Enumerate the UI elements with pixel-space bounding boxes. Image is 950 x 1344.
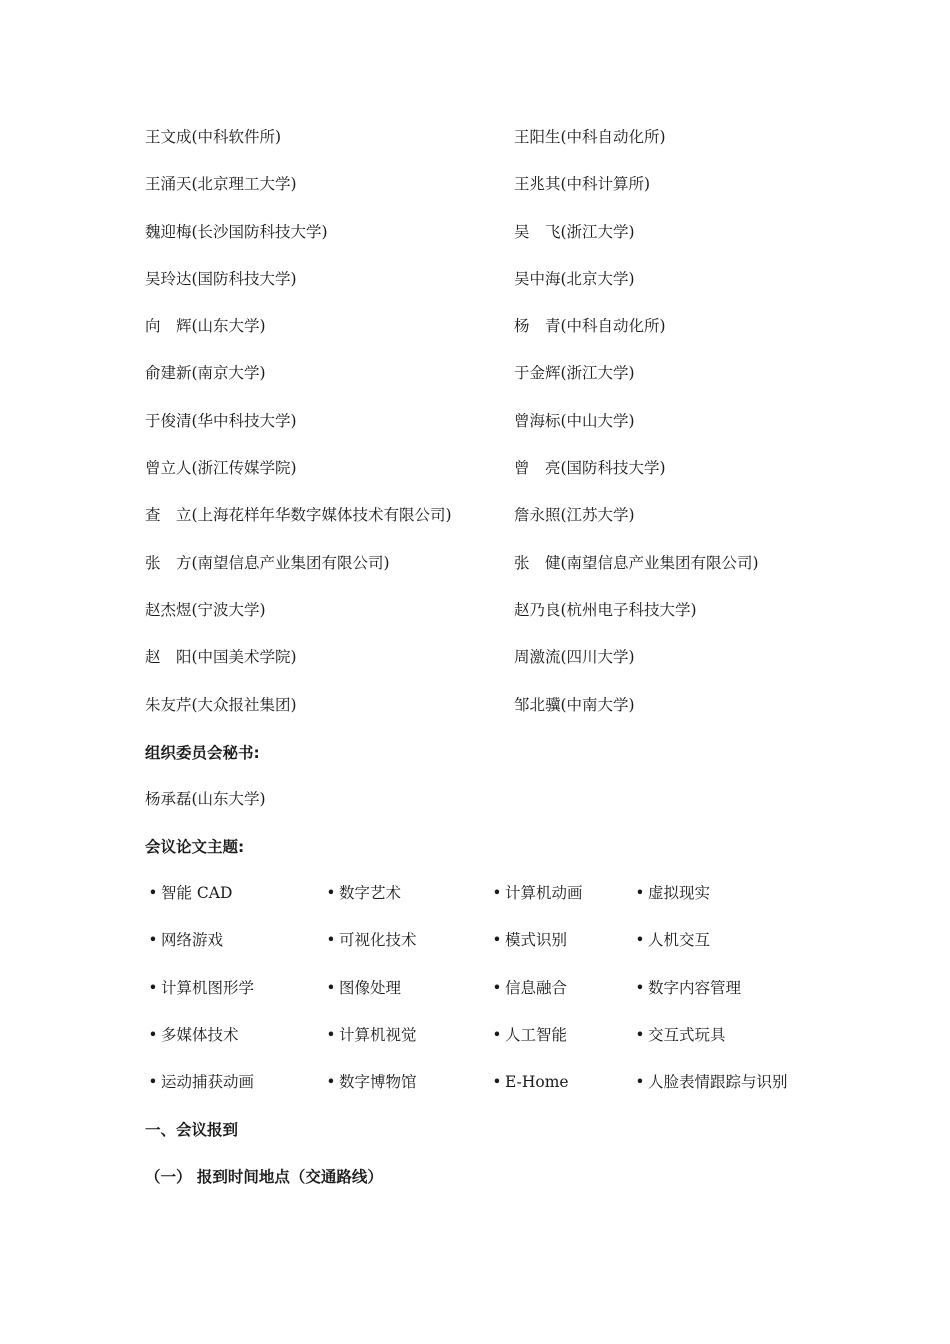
topic-label: 网络游戏: [161, 931, 224, 950]
bullet-icon: •: [635, 884, 645, 902]
bullet-icon: •: [492, 1073, 502, 1092]
topic-label: 人工智能: [505, 1025, 568, 1044]
member-entry: 周激流(四川大学): [514, 648, 635, 667]
member-entry: 俞建新(南京大学): [145, 364, 266, 383]
topic-item: [632, 1022, 832, 1069]
topic-label: 运动捕获动画: [161, 1073, 255, 1092]
bullet-icon: •: [492, 931, 502, 950]
member-entry: 邹北骥(中南大学): [514, 695, 635, 714]
bullet-icon: •: [326, 1025, 336, 1044]
topic-item: [145, 975, 323, 1022]
topic-row: [145, 1069, 845, 1116]
topic-item: [489, 880, 632, 927]
bullet-icon: •: [326, 931, 336, 950]
topic-label: 虚拟现实: [648, 884, 711, 902]
topic-label: 计算机图形学: [161, 978, 255, 997]
bullet-icon: •: [148, 1025, 158, 1044]
topic-item: [145, 880, 323, 927]
topic-label: 信息融合: [505, 978, 568, 997]
topic-row: [145, 1022, 845, 1069]
member-row: [145, 124, 845, 171]
topic-item: [489, 1022, 632, 1069]
member-row: [145, 692, 845, 739]
topic-item: [489, 975, 632, 1022]
topic-label: 计算机动画: [505, 884, 583, 902]
bullet-icon: •: [492, 884, 502, 902]
secretary-name: 杨承磊(山东大学): [145, 790, 266, 808]
bullet-icon: •: [326, 1073, 336, 1092]
member-row: [145, 360, 845, 407]
topic-item: [489, 1069, 632, 1116]
member-entry: 赵乃良(杭州电子科技大学): [514, 600, 697, 619]
topic-label: 计算机视觉: [339, 1025, 417, 1044]
topic-row: [145, 927, 845, 974]
member-row: [145, 266, 845, 313]
member-entry: 于金辉(浙江大学): [514, 364, 635, 383]
topic-label: 数字博物馆: [339, 1073, 417, 1092]
section-heading-registration: 一、会议报到: [145, 1121, 239, 1139]
member-entry: 赵杰煜(宁波大学): [145, 600, 266, 619]
member-entry: 于俊清(华中科技大学): [145, 411, 297, 430]
member-row: [145, 597, 845, 644]
bullet-icon: •: [148, 1073, 158, 1092]
member-row: [145, 644, 845, 691]
member-entry: 曾立人(浙江传媒学院): [145, 459, 297, 478]
topic-item: [632, 927, 832, 974]
topic-item: [489, 927, 632, 974]
bullet-icon: •: [635, 931, 645, 950]
topic-item: [145, 1022, 323, 1069]
member-entry: 朱友芹(大众报社集团): [145, 695, 297, 714]
member-entry: 吴中海(北京大学): [514, 269, 635, 288]
member-entry: 詹永照(江苏大学): [514, 506, 635, 525]
topics-heading: 会议论文主题:: [145, 838, 245, 856]
topic-item: [145, 1069, 323, 1116]
member-entry: 魏迎梅(长沙国防科技大学): [145, 222, 328, 241]
bullet-icon: •: [148, 931, 158, 950]
topic-item: [323, 880, 489, 927]
committee-member-list: [145, 124, 845, 739]
topic-item: [632, 880, 832, 927]
topic-item: [632, 1069, 832, 1116]
topic-label: 图像处理: [339, 978, 402, 997]
topic-label: 可视化技术: [339, 931, 417, 950]
bullet-icon: •: [326, 978, 336, 997]
bullet-icon: •: [148, 884, 158, 902]
topic-item: [323, 975, 489, 1022]
topic-item: [323, 1069, 489, 1116]
topic-label: 智能 CAD: [161, 884, 233, 902]
bullet-icon: •: [492, 1025, 502, 1044]
member-row: [145, 550, 845, 597]
member-entry: 张 方(南望信息产业集团有限公司): [145, 553, 390, 572]
topic-label: E-Home: [505, 1073, 569, 1092]
member-entry: 王兆其(中科计算所): [514, 175, 651, 194]
topic-label: 数字内容管理: [648, 978, 742, 997]
topic-label: 交互式玩具: [648, 1025, 726, 1044]
member-entry: 张 健(南望信息产业集团有限公司): [514, 553, 759, 572]
topic-row: [145, 975, 845, 1022]
member-entry: 赵 阳(中国美术学院): [145, 648, 297, 667]
member-entry: 杨 青(中科自动化所): [514, 317, 666, 336]
topic-label: 模式识别: [505, 931, 568, 950]
topic-label: 多媒体技术: [161, 1025, 239, 1044]
member-row: [145, 313, 845, 360]
topic-list: [145, 880, 845, 1116]
member-row: [145, 502, 845, 549]
topic-label: 人脸表情跟踪与识别: [648, 1073, 788, 1092]
member-entry: 曾 亮(国防科技大学): [514, 459, 666, 478]
topic-label: 数字艺术: [339, 884, 402, 902]
bullet-icon: •: [635, 1073, 645, 1092]
bullet-icon: •: [635, 978, 645, 997]
member-entry: 王文成(中科软件所): [145, 128, 282, 146]
member-entry: 王阳生(中科自动化所): [514, 128, 666, 146]
topic-item: [145, 927, 323, 974]
member-row: [145, 408, 845, 455]
member-entry: 吴玲达(国防科技大学): [145, 269, 297, 288]
subsection-heading-time-place: （一） 报到时间地点（交通路线）: [145, 1168, 383, 1186]
topic-label: 人机交互: [648, 931, 711, 950]
bullet-icon: •: [635, 1025, 645, 1044]
bullet-icon: •: [326, 884, 336, 902]
member-entry: 吴 飞(浙江大学): [514, 222, 635, 241]
member-entry: 查 立(上海花样年华数字媒体技术有限公司): [145, 506, 452, 525]
bullet-icon: •: [148, 978, 158, 997]
topic-item: [632, 975, 832, 1022]
bullet-icon: •: [492, 978, 502, 997]
topic-item: [323, 927, 489, 974]
topic-item: [323, 1022, 489, 1069]
member-entry: 王涌天(北京理工大学): [145, 175, 297, 194]
secretary-heading: 组织委员会秘书:: [145, 744, 260, 762]
topic-row: [145, 880, 845, 927]
member-entry: 向 辉(山东大学): [145, 317, 266, 336]
member-row: [145, 219, 845, 266]
member-entry: 曾海标(中山大学): [514, 411, 635, 430]
member-row: [145, 171, 845, 218]
member-row: [145, 455, 845, 502]
